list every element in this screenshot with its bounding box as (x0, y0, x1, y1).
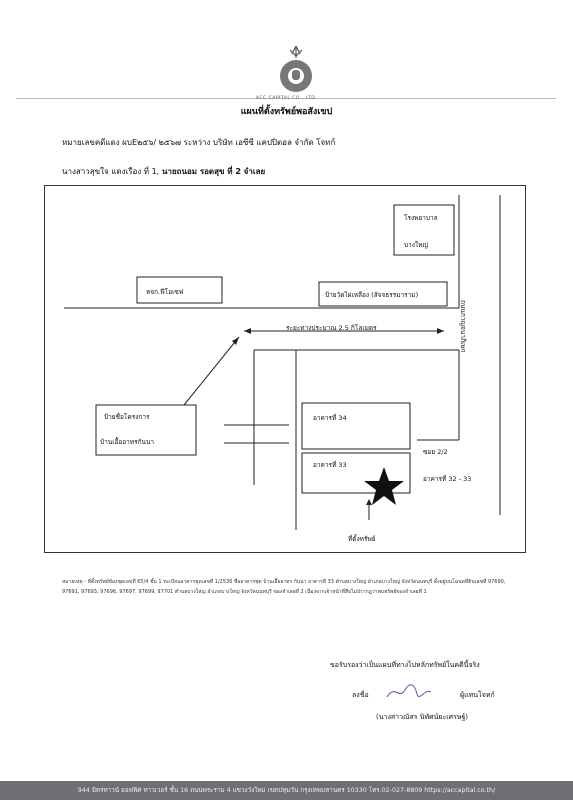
case-subject: หมายเลขคดีแดง ผบE๒๕๖/ ๒๕๖๗ ระหว่าง บริษัท เอซีซี แคปปิตอล จำกัด โจทก์ (62, 138, 336, 147)
footer-address: 944 มิตรทาวน์ ออฟฟิศ ทาวเวอร์ ชั้น 16 ถนนพระราม 4 แขวงวังใหม่ เขตปทุมวัน กรุงเทพมหานคร 10330 โทร.02-027-8809 https://accapital.co.th/ (0, 781, 573, 800)
building-34-label: อาคารที่ 34 (313, 414, 347, 422)
building-32-33-label: อาคารที่ 32 - 33 (423, 475, 472, 483)
signer-role: ผู้แทนโจทก์ (460, 691, 495, 699)
signer-name: (นางสาวณัสร นิทัศน์ยะเศรษฐ์) (376, 713, 469, 721)
company-logo (278, 44, 314, 96)
pharmacy-label: หจก.ฟีโอเซฟ (146, 288, 184, 296)
project-label-2: บ้านเอื้ออาทรกันนา (100, 438, 155, 446)
plaintiff-part: นางสาวสุขใจ แดงเรือง ที่ 1, (62, 167, 160, 176)
page-title: แผนที่ตั้งทรัพย์พอสังเขป (240, 107, 333, 117)
location-map (44, 185, 526, 553)
building-33-label: อาคารที่ 33 (313, 461, 347, 469)
property-location-label: ที่ตั้งทรัพย์ (348, 535, 376, 543)
property-note: หมายเหตุ - ที่ตั้งทรัพย์ห้องชุดเลขที่ 65/4 ชั้น 1 ทะเบียนอาคารชุดเลขที่ 1/2536 ชื่ออาคารชุด บ้านเอื้ออาทร กันนา อาคารที่ 33 ตำบลบางใหญ่ อำเภอบางใหญ่ จังหวัดนนทบุรี ตั้งอยู่บนโฉนดที่ดินเลขที่ 97690, 97691, 97693, 97696, 97697, 97699, 97701 ตำบลบางใหญ่ อำเภอบางใหญ่ จังหวัดนนทบุรี ของจำเลยที่ 2 เนื่องจากเจ้าหน้าที่สืบไม่ปรากฏว่าพบทรัพย์ของจำเลยที่ 1 (62, 579, 506, 595)
project-label: ป้ายชื่อโครงการ (104, 413, 150, 421)
soi-label: ซอย 2/2 (423, 448, 448, 456)
bus-stop-label: ป้ายวัดไผ่เหลือง (สัจจธรรมาราม) (325, 291, 419, 299)
hospital-label-2: บางใหญ่ (404, 241, 428, 249)
certification-statement: ขอรับรองว่าเป็นแผนที่ทางไปหลักทรัพย์ในคดีนี้จริง (330, 661, 480, 669)
sign-label: ลงชื่อ (352, 691, 369, 699)
defendant-part: นายถนอม รอดสุข ที่ 2 จำเลย (159, 167, 266, 176)
case-parties (62, 165, 265, 178)
distance-label: ระยะทางประมาณ 2.5 กิโลเมตร (286, 324, 377, 332)
brand-name: ACC CAPITAL CO., LTD. (255, 96, 318, 101)
road-name-label: ถนนกาญจนาภิเษก (459, 300, 467, 353)
property-star-icon (364, 467, 404, 505)
signature-image (385, 682, 435, 702)
hospital-label: โรงพยาบาล (404, 214, 438, 222)
